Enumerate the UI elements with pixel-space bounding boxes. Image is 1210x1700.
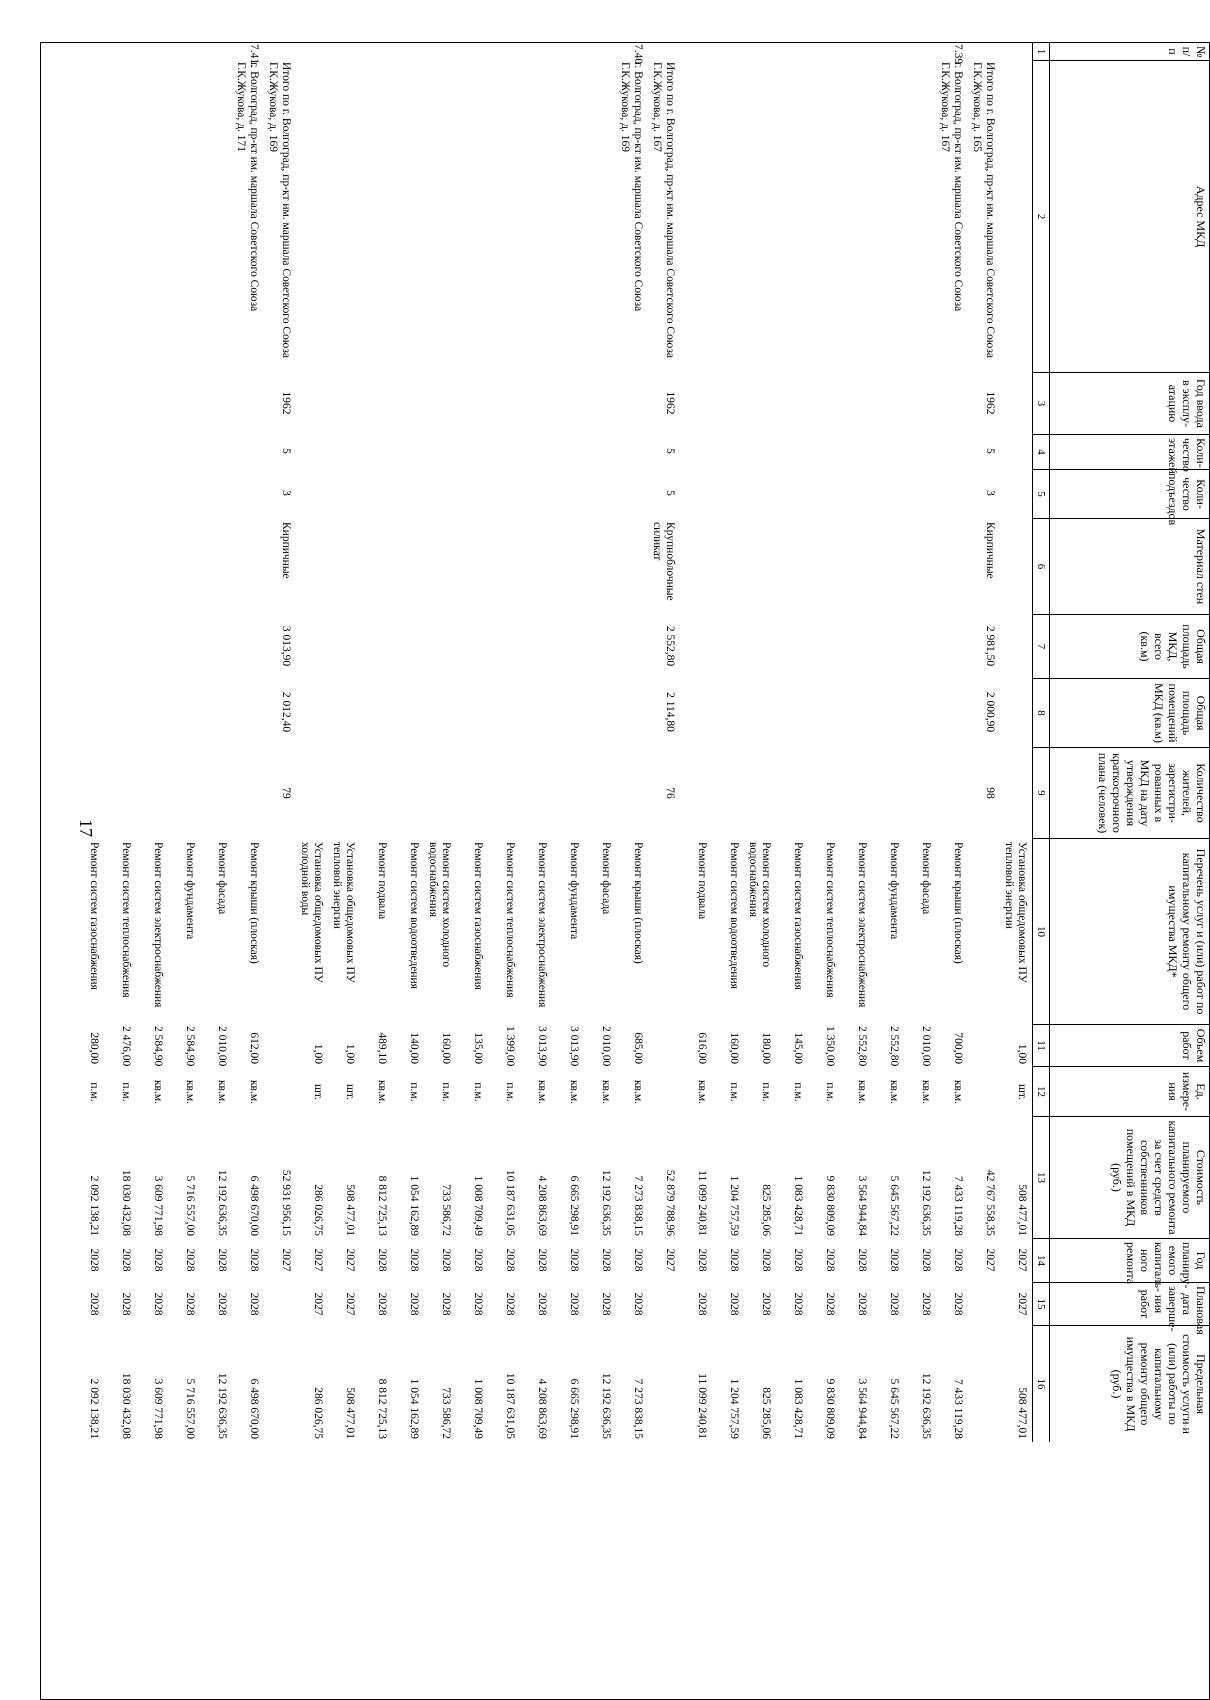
total-label: Итого по г. Волгоград, пр-кт им. маршала Советского Союза Г.К.Жукова, д. 167 — [651, 62, 676, 359]
repair-year: 2027 — [312, 1248, 324, 1272]
column-number: 2 — [1032, 60, 1050, 372]
column-number: 12 — [1032, 1066, 1050, 1116]
rotated-table-page — [40, 42, 1210, 1700]
unit: п.м. — [440, 1082, 452, 1102]
repair-year: 2028 — [248, 1248, 260, 1272]
work-type: Ремонт систем теплоснабжения — [120, 842, 132, 998]
completion-year: 2028 — [856, 1292, 868, 1316]
residents-count: 79 — [280, 787, 292, 799]
completion-year: 2028 — [536, 1292, 548, 1316]
header-cell: Коли-чество подъездов — [1050, 469, 1210, 518]
work-type: Установка общедомовых ПУ холодной воды — [299, 842, 324, 983]
address: г. Волгоград, пр-кт им. маршала Советского Союза Г.К.Жукова, д. 169 — [619, 62, 644, 312]
unit: кв.м. — [920, 1079, 932, 1105]
work-volume: 1,00 — [1016, 1043, 1028, 1064]
repair-cost: 286 026,75 — [312, 1184, 324, 1236]
completion-year: 2028 — [920, 1292, 932, 1316]
completion-year: 2028 — [120, 1292, 132, 1316]
total-area: 2 552,80 — [664, 625, 676, 667]
column-number: 11 — [1032, 1024, 1050, 1066]
completion-year: 2028 — [408, 1292, 420, 1316]
column-number: 4 — [1032, 434, 1050, 469]
repair-cost: 9 830 809,09 — [824, 1175, 836, 1236]
repair-cost: 825 285,06 — [760, 1184, 772, 1236]
work-type: Ремонт фундамента — [568, 842, 580, 940]
work-volume: 3 013,90 — [568, 1026, 580, 1067]
floors-count: 5 — [984, 448, 996, 454]
unit: п.м. — [760, 1082, 772, 1102]
limit-cost: 3 609 771,98 — [152, 1378, 164, 1439]
work-volume: 180,00 — [760, 1032, 772, 1064]
unit: кв.м. — [184, 1079, 196, 1105]
unit: п.м. — [88, 1082, 100, 1102]
work-volume: 616,00 — [696, 1032, 708, 1064]
work-volume: 2 552,80 — [888, 1026, 900, 1067]
repair-cost: 7 433 119,28 — [952, 1176, 964, 1236]
limit-cost: 7 273 838,15 — [632, 1378, 644, 1439]
repair-year: 2028 — [216, 1248, 228, 1272]
unit: кв.м. — [376, 1079, 388, 1105]
repair-cost: 7 273 838,15 — [632, 1175, 644, 1236]
header-cell: Объем работ — [1050, 1024, 1210, 1066]
unit: кв.м. — [536, 1079, 548, 1105]
repair-year: 2028 — [568, 1248, 580, 1272]
address: г. Волгоград, пр-кт им. маршала Советского Союза Г.К.Жукова, д. 171 — [235, 62, 260, 312]
limit-cost: 1 204 757,59 — [728, 1378, 740, 1439]
header-cell: № п/п — [1050, 42, 1210, 60]
unit: кв.м. — [696, 1079, 708, 1105]
completion-year: 2028 — [152, 1292, 164, 1316]
unit: кв.м. — [856, 1079, 868, 1105]
column-number: 14 — [1032, 1238, 1050, 1282]
repair-year: 2028 — [824, 1248, 836, 1272]
repair-year: 2028 — [536, 1248, 548, 1272]
wall-material: Крупноблочные силикат — [651, 522, 676, 601]
header-cell: Коли-чество этажей — [1050, 434, 1210, 469]
repair-cost: 508 477,01 — [344, 1184, 356, 1236]
limit-cost: 6 665 298,91 — [568, 1378, 580, 1439]
unit: п.м. — [824, 1082, 836, 1102]
row-number: 7.41. — [248, 44, 260, 67]
completion-year: 2028 — [472, 1292, 484, 1316]
work-type: Ремонт подвала — [696, 842, 708, 920]
repair-cost: 4 208 863,69 — [536, 1175, 548, 1236]
completion-year: 2028 — [504, 1292, 516, 1316]
completion-year: 2027 — [344, 1292, 356, 1316]
page-number: 17 — [76, 819, 96, 837]
table-header — [1035, 42, 1210, 1700]
residents-count: 76 — [664, 787, 676, 799]
repair-cost: 733 586,72 — [440, 1184, 452, 1236]
repair-cost: 5 716 557,00 — [184, 1175, 196, 1236]
header-cell: Материал стен — [1050, 518, 1210, 614]
work-volume: 140,00 — [408, 1032, 420, 1064]
work-volume: 2 552,80 — [856, 1026, 868, 1067]
limit-cost: 2 092 138,21 — [88, 1378, 100, 1439]
column-number: 1 — [1032, 42, 1050, 60]
work-type: Ремонт крыши (плоская) — [952, 842, 964, 964]
completion-year: 2028 — [88, 1292, 100, 1316]
unit: кв.м. — [216, 1079, 228, 1105]
repair-cost: 6 665 298,91 — [568, 1175, 580, 1236]
column-number: 3 — [1032, 372, 1050, 434]
limit-cost: 508 477,01 — [344, 1387, 356, 1439]
repair-year: 2028 — [728, 1248, 740, 1272]
repair-cost: 5 645 567,22 — [888, 1175, 900, 1236]
completion-year: 2028 — [248, 1292, 260, 1316]
premises-area: 2 012,40 — [280, 691, 292, 733]
repair-cost: 10 187 631,05 — [504, 1169, 516, 1236]
column-number: 7 — [1032, 614, 1050, 678]
completion-year: 2028 — [888, 1292, 900, 1316]
limit-cost: 7 433 119,28 — [952, 1379, 964, 1439]
work-type: Ремонт систем теплоснабжения — [824, 842, 836, 998]
repair-cost: 508 477,01 — [1016, 1184, 1028, 1236]
work-volume: 700,00 — [952, 1032, 964, 1064]
work-type: Ремонт систем холодного водоснабжения — [427, 842, 452, 968]
repair-year: 2028 — [920, 1248, 932, 1272]
repair-year: 2028 — [952, 1248, 964, 1272]
work-type: Ремонт систем электроснабжения — [536, 842, 548, 1008]
header-cell: Общая площадь помещений МКД (кв.м) — [1050, 678, 1210, 747]
repair-year: 2028 — [440, 1248, 452, 1272]
floors-count: 5 — [280, 448, 292, 454]
repair-year: 2028 — [184, 1248, 196, 1272]
limit-cost: 286 026,75 — [312, 1387, 324, 1439]
work-volume: 1,00 — [344, 1043, 356, 1064]
work-type: Ремонт крыши (плоская) — [632, 842, 644, 964]
repair-year: 2028 — [888, 1248, 900, 1272]
limit-cost: 1 083 428,71 — [792, 1378, 804, 1439]
repair-year: 2027 — [984, 1248, 996, 1272]
limit-cost: 9 830 809,09 — [824, 1378, 836, 1439]
header-cell: Предельная стоимость услуги и (или) работы по капитальному ремонту общего имущества в МКД (руб.) — [1050, 1325, 1210, 1442]
repair-cost: 12 192 636,35 — [920, 1169, 932, 1236]
header-cell: Общая площадь МКД, всего (кв.м) — [1050, 614, 1210, 678]
floors-count: 5 — [664, 448, 676, 454]
header-cell: Стоимость планируемого капитального ремонта за счет средств собственников помещений в МКД (руб.) — [1050, 1116, 1210, 1238]
repair-year: 2028 — [600, 1248, 612, 1272]
work-volume: 135,00 — [472, 1032, 484, 1064]
repair-cost: 52 879 788,96 — [664, 1169, 676, 1236]
work-volume: 1 399,00 — [504, 1026, 516, 1067]
address: г. Волгоград, пр-кт им. маршала Советского Союза Г.К.Жукова, д. 167 — [939, 62, 964, 312]
work-volume: 2 010,00 — [216, 1026, 228, 1067]
total-label: Итого по г. Волгоград, пр-кт им. маршала Советского Союза Г.К.Жукова, д. 165 — [971, 62, 996, 359]
repair-year: 2027 — [664, 1248, 676, 1272]
repair-year: 2028 — [408, 1248, 420, 1272]
repair-cost: 1 054 162,89 — [408, 1175, 420, 1236]
completion-year: 2028 — [952, 1292, 964, 1316]
completion-year: 2028 — [600, 1292, 612, 1316]
premises-area: 2 000,90 — [984, 691, 996, 733]
completion-year: 2028 — [568, 1292, 580, 1316]
work-type: Ремонт систем газоснабжения — [88, 842, 100, 990]
limit-cost: 11 099 240,81 — [696, 1373, 708, 1439]
work-type: Ремонт крыши (плоская) — [248, 842, 260, 964]
repair-year: 2028 — [88, 1248, 100, 1272]
column-number: 15 — [1032, 1282, 1050, 1325]
limit-cost: 1 008 709,49 — [472, 1378, 484, 1439]
year-built: 1962 — [984, 391, 996, 415]
repair-year: 2027 — [344, 1248, 356, 1272]
work-type: Ремонт систем газоснабжения — [792, 842, 804, 990]
completion-year: 2028 — [184, 1292, 196, 1316]
work-volume: 2 476,00 — [120, 1026, 132, 1067]
completion-year: 2028 — [632, 1292, 644, 1316]
completion-year: 2027 — [312, 1292, 324, 1316]
work-type: Ремонт систем водоотведения — [408, 842, 420, 989]
repair-cost: 1 204 757,59 — [728, 1175, 740, 1236]
work-type: Ремонт систем холодного водоснабжения — [747, 842, 772, 968]
work-type: Ремонт систем водоотведения — [728, 842, 740, 989]
work-volume: 160,00 — [440, 1032, 452, 1064]
entrances-count: 5 — [664, 490, 676, 496]
column-number: 10 — [1032, 838, 1050, 1024]
repair-year: 2027 — [280, 1248, 292, 1272]
total-label: Итого по г. Волгоград, пр-кт им. маршала Советского Союза Г.К.Жукова, д. 169 — [267, 62, 292, 359]
completion-year: 2028 — [728, 1292, 740, 1316]
limit-cost: 12 192 636,35 — [920, 1372, 932, 1439]
residents-count: 98 — [984, 787, 996, 799]
header-cell: Плановая дата заверше-ния работ — [1050, 1282, 1210, 1325]
work-volume: 280,00 — [88, 1032, 100, 1064]
limit-cost: 1 054 162,89 — [408, 1378, 420, 1439]
limit-cost: 825 285,06 — [760, 1387, 772, 1439]
work-type: Ремонт систем электроснабжения — [152, 842, 164, 1008]
limit-cost: 18 030 432,08 — [120, 1372, 132, 1439]
limit-cost: 4 208 863,69 — [536, 1378, 548, 1439]
work-type: Ремонт подвала — [376, 842, 388, 920]
year-built: 1962 — [664, 391, 676, 415]
work-volume: 2 584,90 — [184, 1026, 196, 1067]
repair-year: 2028 — [856, 1248, 868, 1272]
limit-cost: 12 192 636,35 — [600, 1372, 612, 1439]
repair-cost: 12 192 636,35 — [216, 1169, 228, 1236]
header-cell: Перечень услуг и (или) работ по капитальному ремонту общего имущества МКД* — [1050, 838, 1210, 1024]
unit: п.м. — [120, 1082, 132, 1102]
work-volume: 145,00 — [792, 1032, 804, 1064]
unit: шт. — [1016, 1084, 1028, 1100]
limit-cost: 733 586,72 — [440, 1387, 452, 1439]
column-number: 13 — [1032, 1116, 1050, 1238]
repair-cost: 1 008 709,49 — [472, 1175, 484, 1236]
work-volume: 1 350,00 — [824, 1026, 836, 1067]
unit: п.м. — [408, 1082, 420, 1102]
completion-year: 2028 — [440, 1292, 452, 1316]
repair-year: 2028 — [472, 1248, 484, 1272]
repair-year: 2028 — [376, 1248, 388, 1272]
limit-cost: 6 498 670,00 — [248, 1378, 260, 1439]
work-type: Ремонт систем газоснабжения — [472, 842, 484, 990]
work-type: Ремонт систем электроснабжения — [856, 842, 868, 1008]
limit-cost: 508 477,01 — [1016, 1387, 1028, 1439]
header-cell: Ед. измере-ния — [1050, 1066, 1210, 1116]
premises-area: 2 114,80 — [664, 692, 676, 732]
unit: шт. — [344, 1084, 356, 1100]
repair-year: 2028 — [120, 1248, 132, 1272]
work-type: Ремонт фасада — [600, 842, 612, 915]
year-built: 1962 — [280, 391, 292, 415]
work-type: Ремонт фасада — [216, 842, 228, 915]
limit-cost: 10 187 631,05 — [504, 1372, 516, 1439]
unit: кв.м. — [952, 1079, 964, 1105]
work-volume: 2 584,90 — [152, 1026, 164, 1067]
repair-cost: 3 609 771,98 — [152, 1175, 164, 1236]
header-cell: Год планиру-емого капиталь-ного ремонта — [1050, 1238, 1210, 1282]
work-type: Установка общедомовых ПУ тепловой энергии — [331, 842, 356, 983]
repair-year: 2028 — [504, 1248, 516, 1272]
column-number: 8 — [1032, 678, 1050, 747]
work-volume: 685,00 — [632, 1032, 644, 1064]
unit: п.м. — [504, 1082, 516, 1102]
repair-year: 2028 — [696, 1248, 708, 1272]
completion-year: 2028 — [696, 1292, 708, 1316]
completion-year: 2028 — [376, 1292, 388, 1316]
row-number: 7.40 — [632, 44, 644, 65]
completion-year: 2028 — [792, 1292, 804, 1316]
unit: п.м. — [472, 1082, 484, 1102]
work-type: Ремонт систем теплоснабжения — [504, 842, 516, 998]
unit: кв.м. — [152, 1079, 164, 1105]
repair-cost: 52 931 956,15 — [280, 1169, 292, 1236]
limit-cost: 8 812 725,13 — [376, 1378, 388, 1439]
repair-cost: 11 099 240,81 — [696, 1170, 708, 1236]
header-cell: Количество жителей, зарегистри-рованных в МКД на дату утверждения краткосрочного плана (человек) — [1050, 747, 1210, 838]
limit-cost: 3 564 944,84 — [856, 1378, 868, 1439]
work-type: Ремонт фундамента — [184, 842, 196, 940]
repair-year: 2028 — [760, 1248, 772, 1272]
header-cell: Год ввода в эксплу-атацию — [1050, 372, 1210, 434]
repair-cost: 42 767 558,35 — [984, 1169, 996, 1236]
repair-year: 2028 — [792, 1248, 804, 1272]
column-number: 16 — [1032, 1325, 1050, 1442]
column-number: 6 — [1032, 518, 1050, 614]
work-volume: 489,10 — [376, 1032, 388, 1064]
limit-cost: 5 716 557,00 — [184, 1378, 196, 1439]
completion-year: 2028 — [216, 1292, 228, 1316]
limit-cost: 12 192 636,35 — [216, 1372, 228, 1439]
repair-cost: 2 092 138,21 — [88, 1175, 100, 1236]
repair-cost: 3 564 944,84 — [856, 1175, 868, 1236]
wall-material: Кирпичные — [280, 522, 292, 579]
limit-cost: 5 645 567,22 — [888, 1378, 900, 1439]
unit: кв.м. — [600, 1079, 612, 1105]
unit: кв.м. — [568, 1079, 580, 1105]
repair-cost: 1 083 428,71 — [792, 1175, 804, 1236]
work-type: Установка общедомовых ПУ тепловой энергии — [1003, 842, 1028, 983]
unit: шт. — [312, 1084, 324, 1100]
entrances-count: 3 — [984, 490, 996, 496]
completion-year: 2028 — [824, 1292, 836, 1316]
wall-material: Кирпичные — [984, 522, 996, 579]
work-volume: 160,00 — [728, 1032, 740, 1064]
column-number: 9 — [1032, 747, 1050, 838]
work-volume: 2 010,00 — [600, 1026, 612, 1067]
repair-year: 2028 — [632, 1248, 644, 1272]
work-volume: 1,00 — [312, 1043, 324, 1064]
completion-year: 2027 — [1016, 1292, 1028, 1316]
unit: п.м. — [728, 1082, 740, 1102]
repair-cost: 6 498 670,00 — [248, 1175, 260, 1236]
column-number: 5 — [1032, 469, 1050, 518]
work-volume: 2 010,00 — [920, 1026, 932, 1067]
work-type: Ремонт фасада — [920, 842, 932, 915]
unit: кв.м. — [632, 1079, 644, 1105]
completion-year: 2028 — [760, 1292, 772, 1316]
unit: кв.м. — [888, 1079, 900, 1105]
repair-cost: 8 812 725,13 — [376, 1175, 388, 1236]
entrances-count: 3 — [280, 490, 292, 496]
work-volume: 612,00 — [248, 1032, 260, 1064]
total-area: 3 013,90 — [280, 625, 292, 667]
repair-year: 2027 — [1016, 1248, 1028, 1272]
repair-cost: 12 192 636,35 — [600, 1169, 612, 1236]
unit: кв.м. — [248, 1079, 260, 1105]
work-type: Ремонт фундамента — [888, 842, 900, 940]
row-number: 7.39 — [952, 44, 964, 65]
repair-year: 2028 — [152, 1248, 164, 1272]
total-area: 2 981,50 — [984, 625, 996, 667]
repair-cost: 18 030 432,08 — [120, 1169, 132, 1236]
unit: п.м. — [792, 1082, 804, 1102]
header-cell: Адрес МКД — [1050, 60, 1210, 372]
work-volume: 3 013,90 — [536, 1026, 548, 1067]
